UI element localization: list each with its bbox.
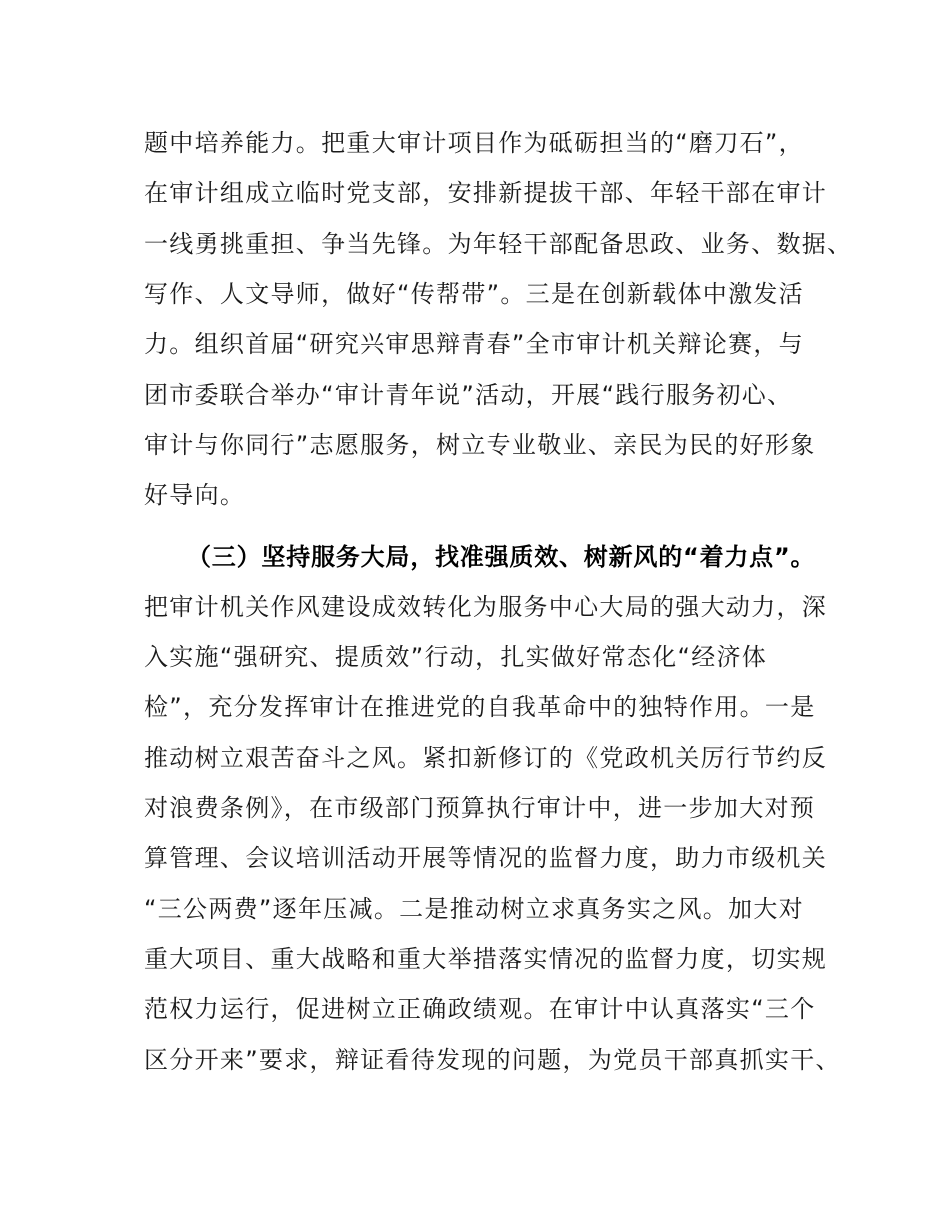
body-text-line: 重大项目、重大战略和重大举措落实情况的监督力度，切实规 [144,945,828,973]
body-text-line: 检”，充分发挥审计在推进党的自我革命中的独特作用。一是 [144,693,816,721]
body-text-line: 对浪费条例》，在市级部门预算执行审计中，进一步加大对预 [144,794,816,822]
body-text-line: 区分开来”要求，辩证看待发现的问题，为党员干部真抓实干、 [144,1046,841,1074]
body-text-line: 推动树立艰苦奋斗之风。紧扣新修订的《党政机关厉行节约反 [144,744,828,772]
body-text-line: 团市委联合举办“审计青年说”活动，开展“践行服务初心、 [144,381,793,409]
body-text-line: 一线勇挑重担、争当先锋。为年轻干部配备思政、业务、数据、 [144,230,853,258]
body-text-line: 审计与你同行”志愿服务，树立专业敬业、亲民为民的好形象 [144,431,816,459]
body-text-line: 写作、人文导师，做好“传帮带”。三是在创新载体中激发活 [144,280,804,308]
body-text-line: “三公两费”逐年压减。二是推动树立求真务实之风。加大对 [144,895,804,923]
body-text-line: 入实施“强研究、提质效”行动，扎实做好常态化“经济体 [144,643,768,671]
body-text-line: 在审计组成立临时党支部，安排新提拔干部、年轻干部在审计 [144,179,828,207]
section-heading: （三）坚持服务大局，找准强质效、树新风的“着力点”。 [187,543,816,571]
body-text-line: 范权力运行，促进树立正确政绩观。在审计中认真落实“三个 [144,995,816,1023]
body-text-line: 算管理、会议培训活动开展等情况的监督力度，助力市级机关 [144,844,828,872]
body-text-line: 题中培养能力。把重大审计项目作为砥砺担当的“磨刀石”， [144,129,804,157]
body-text-line: 把审计机关作风建设成效转化为服务中心大局的强大动力，深 [144,593,828,621]
body-text-line: 好导向。 [144,481,246,509]
body-text-line: 力。组织首届“研究兴审思辩青春”全市审计机关辩论赛，与 [144,330,804,358]
